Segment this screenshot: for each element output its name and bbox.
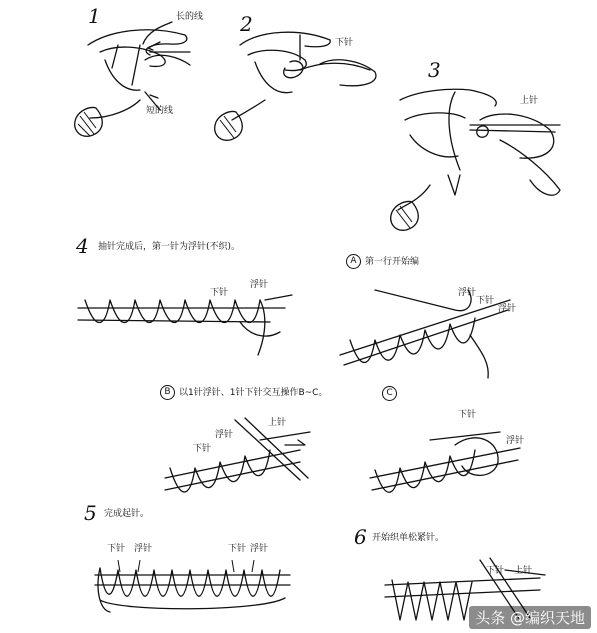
label-float-5b: 浮针 [250,544,269,554]
caption-step4: 抽针完成后，第一针为浮针(不织)。 [98,242,241,252]
label-down-needle-2: 下针 [335,38,354,48]
label-long-yarn: 长的线 [176,12,204,22]
label-float-C: 浮针 [506,436,525,446]
badge-C: C [382,386,397,401]
label-down-needle-5a: 下针 [107,544,126,554]
label-down-needle-5b: 下针 [228,544,247,554]
label-short-yarn: 短的线 [146,106,174,116]
step-number-4: 4 [76,234,89,258]
step-number-2: 2 [240,12,253,36]
label-down-needle-4: 下针 [210,288,229,298]
label-up-needle-B: 上针 [268,418,287,428]
caption-stepC [382,386,401,401]
label-down-needle-A: 下针 [476,296,495,306]
label-float-5a: 浮针 [134,544,153,554]
caption-stepB-text: 以1针浮针、1针下针交互操作B~C。 [179,388,328,398]
label-down-needle-B: 下针 [193,444,212,454]
label-float-A: 浮针 [458,288,477,298]
step-number-5: 5 [84,501,97,525]
label-float-A2: 浮针 [498,304,517,314]
caption-step6: 开始织单松紧针。 [372,533,445,543]
label-float-4: 浮针 [250,280,269,290]
label-up-needle-3: 上针 [520,96,539,106]
step4-illustration [78,295,292,355]
caption-step5: 完成起针。 [104,509,150,519]
watermark: 头条 @编织天地 [469,606,591,629]
step-number-3: 3 [428,58,441,82]
label-down-needle-6: 下针 [486,566,505,576]
stepB-illustration [165,418,310,492]
step3-illustration [391,89,560,230]
caption-stepA-text: 第一行开始编 [365,257,420,267]
stepC-illustration [370,432,520,492]
badge-A: A [346,254,361,269]
caption-stepB [160,385,327,400]
label-up-needle-6: 上针 [514,566,533,576]
step-number-1: 1 [88,4,101,28]
label-down-needle-C: 下针 [458,410,477,420]
step1-illustration [75,22,190,136]
badge-B: B [160,385,175,400]
step-number-6: 6 [354,525,367,549]
caption-stepA [346,254,419,269]
label-float-B: 浮针 [215,430,234,440]
step5-illustration [95,560,290,612]
